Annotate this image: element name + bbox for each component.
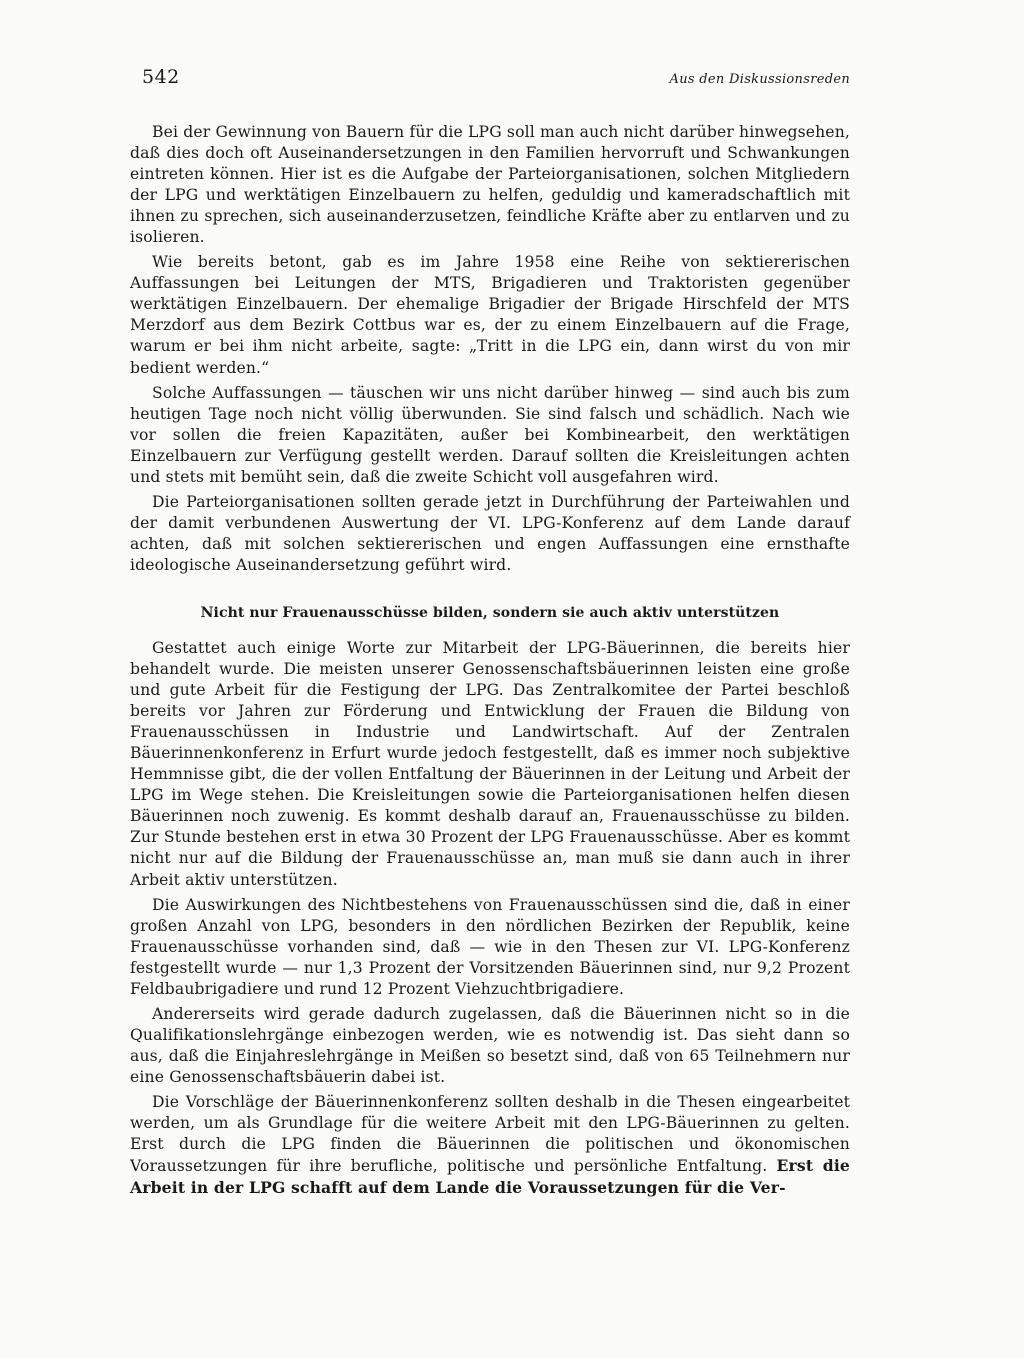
paragraph: Die Parteiorganisationen sollten gerade jetzt in Durchführung der Parteiwahlen und der damit verbundenen Auswertung der VI. LPG-Konferenz auf dem Lande darauf achten, daß mit solchen sektiererischen und engen Auffassungen eine ernsthafte ideologische Auseinandersetzung geführt wird.: [130, 492, 850, 574]
paragraph: Die Auswirkungen des Nichtbestehens von Frauenausschüssen sind die, daß in einer großen Anzahl von LPG, besonders in den nördlichen Bezirken der Republik, keine Frauenausschüsse vorhanden sind, daß — wie in den Thesen zur VI. LPG-Konferenz festgestellt wurde — nur 1,3 Prozent der Vorsitzenden Bäuerinnen sind, nur 9,2 Prozent Feldbaubrigadiere und rund 12 Prozent Viehzuchtbrigadiere.: [130, 895, 850, 998]
paragraph: Andererseits wird gerade dadurch zugelassen, daß die Bäuerinnen nicht so in die Qualifikationslehrgänge einbezogen werden, wie es notwendig ist. Das sieht dann so aus, daß die Einjahreslehrgänge in Meißen so besetzt sind, daß von 65 Teilnehmern nur eine Genossenschaftsbäuerin dabei ist.: [130, 1004, 850, 1086]
section-heading: Nicht nur Frauenausschüsse bilden, sondern sie auch aktiv unterstützen: [200, 604, 780, 621]
body-text: [130, 122, 850, 1199]
paragraph: Gestattet auch einige Worte zur Mitarbeit der LPG-Bäuerinnen, die bereits hier behandelt wurde. Die meisten unserer Genossenschaftsbäuerinnen leisten eine große und gute Arbeit für die Festigung der LPG. Das Zentralkomitee der Partei beschloß bereits vor Jahren zur Förderung und Entwicklung der Frauen die Bildung von Frauenausschüssen in Industrie und Landwirtschaft. Auf der Zentralen Bäuerinnenkonferenz in Erfurt wurde jedoch festgestellt, daß es immer noch subjektive Hemmnisse gibt, die der vollen Entfaltung der Bäuerinnen in der Leitung und Arbeit der LPG im Wege stehen. Die Kreisleitungen sowie die Parteiorganisationen helfen diesen Bäuerinnen noch zuwenig. Es kommt deshalb darauf an, Frauenausschüsse zu bilden. Zur Stunde bestehen erst in etwa 30 Prozent der LPG Frauenausschüsse. Aber es kommt nicht nur auf die Bildung der Frauenausschüsse an, man muß sie dann auch in ihrer Arbeit aktiv unterstützen.: [130, 638, 850, 889]
running-head: Aus den Diskussionsreden: [669, 72, 850, 87]
final-paragraph-bold: Erst die Arbeit in der LPG schafft auf dem Lande die Voraussetzungen für die Ver-: [130, 1156, 851, 1198]
final-paragraph: [130, 1092, 850, 1199]
paragraph: Solche Auffassungen — täuschen wir uns nicht darüber hinweg — sind auch bis zum heutigen Tage noch nicht völlig überwunden. Sie sind falsch und schädlich. Nach wie vor sollen die freien Kapazitäten, außer bei Kombinearbeit, den werktätigen Einzelbauern zur Verfügung gestellt werden. Darauf sollten die Kreisleitungen achten und stets mit bemüht sein, daß die zweite Schicht voll ausgefahren wird.: [130, 383, 850, 486]
final-paragraph-regular: Die Vorschläge der Bäuerinnenkonferenz sollten deshalb in die Thesen eingearbeitet werden, um als Grundlage für die weitere Arbeit mit den LPG-Bäuerinnen zu gelten. Erst durch die LPG finden die Bäuerinnen die politischen und ökonomischen Voraussetzungen für ihre berufliche, politische und persönliche Entfaltung.: [130, 1092, 850, 1176]
paragraph: Wie bereits betont, gab es im Jahre 1958 eine Reihe von sektiererischen Auffassungen bei Leitungen der MTS, Brigadieren und Traktoristen gegenüber werktätigen Einzelbauern. Der ehemalige Brigadier der Brigade Hirschfeld der MTS Merzdorf aus dem Bezirk Cottbus war es, der zu einem Einzelbauern auf die Frage, warum er bei ihm nicht arbeite, sagte: „Tritt in die LPG ein, dann wirst du von mir bedient werden.“: [130, 253, 850, 377]
paragraph: Bei der Gewinnung von Bauern für die LPG soll man auch nicht darüber hinwegsehen, daß dies doch oft Auseinandersetzungen in den Familien hervorruft und Schwankungen eintreten können. Hier ist es die Aufgabe der Parteiorganisationen, solchen Mitgliedern der LPG und werktätigen Einzelbauern zu helfen, geduldig und kameradschaftlich mit ihnen zu sprechen, sich auseinanderzusetzen, feindliche Kräfte aber zu entlarven und zu isolieren.: [130, 123, 850, 247]
page-header: [142, 66, 850, 96]
page-number: 542: [142, 66, 180, 88]
